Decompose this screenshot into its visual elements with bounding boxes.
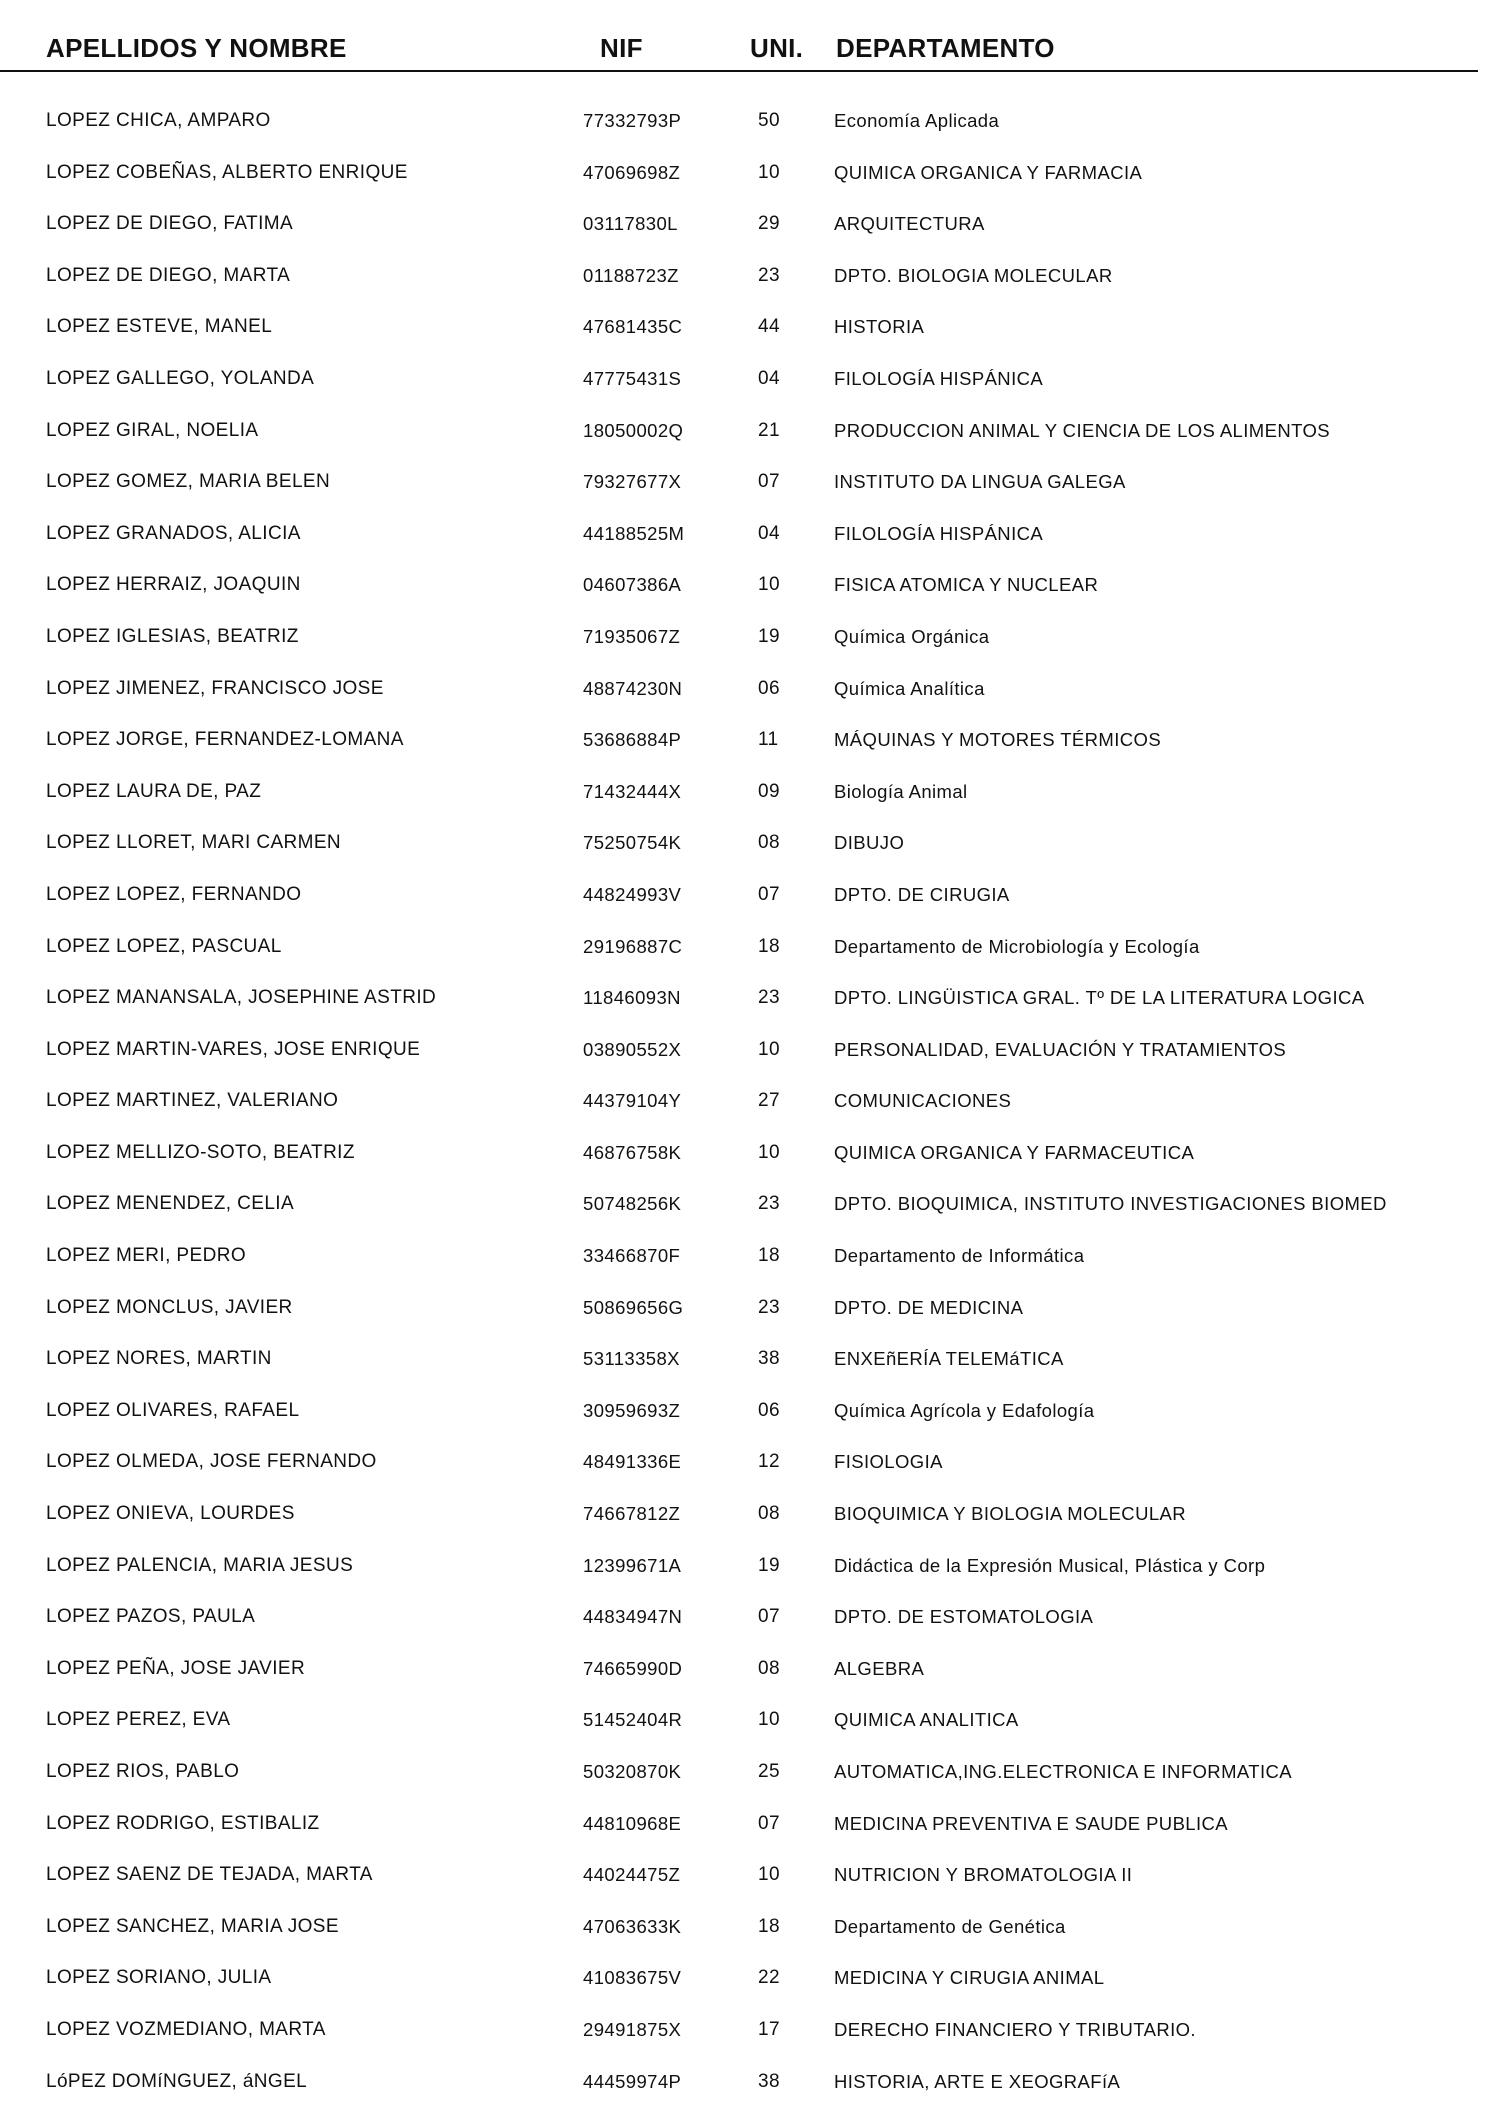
cell-nif: 47775431S: [583, 367, 682, 389]
cell-name: LOPEZ MELLIZO-SOTO, BEATRIZ: [46, 1141, 355, 1163]
table-row: [0, 1392, 1500, 1444]
table-row: [0, 1598, 1500, 1650]
cell-department: Química Orgánica: [834, 625, 990, 647]
cell-uni: 08: [758, 1657, 780, 1679]
cell-nif: 44024475Z: [583, 1864, 681, 1886]
table-row: [0, 1701, 1500, 1753]
cell-name: LOPEZ LOPEZ, PASCUAL: [46, 935, 282, 957]
cell-uni: 23: [758, 1296, 780, 1318]
cell-department: DPTO. BIOLOGIA MOLECULAR: [834, 264, 1113, 286]
cell-department: ARQUITECTURA: [834, 213, 985, 235]
cell-uni: 19: [758, 625, 780, 647]
cell-nif: 50320870K: [583, 1761, 682, 1782]
cell-uni: 17: [758, 2018, 780, 2040]
cell-nif: 50748256K: [583, 1193, 682, 1215]
cell-name: LOPEZ PALENCIA, MARIA JESUS: [46, 1554, 354, 1576]
table-row: [0, 1082, 1500, 1134]
cell-name: LOPEZ GOMEZ, MARIA BELEN: [46, 471, 331, 493]
cell-department: ENXEñERÍA TELEMáTICA: [834, 1348, 1064, 1370]
table-row: [0, 2011, 1500, 2063]
cell-department: DPTO. LINGÜISTICA GRAL. Tº DE LA LITERATURA LOGICA: [834, 987, 1365, 1009]
cell-department: DERECHO FINANCIERO Y TRIBUTARIO.: [834, 2018, 1196, 2040]
cell-department: PERSONALIDAD, EVALUACIÓN Y TRATAMIENTOS: [834, 1038, 1287, 1060]
cell-department: HISTORIA: [834, 316, 925, 338]
cell-name: LOPEZ GIRAL, NOELIA: [46, 419, 259, 441]
cell-nif: 71935067Z: [583, 625, 681, 647]
cell-uni: 07: [758, 471, 780, 493]
cell-department: Didáctica de la Expresión Musical, Plástica y Corp: [834, 1554, 1266, 1576]
cell-uni: 21: [758, 419, 780, 441]
cell-uni: 06: [758, 1399, 780, 1421]
table-row: [0, 463, 1500, 515]
cell-department: Departamento de Genética: [834, 1915, 1066, 1937]
table-row: [0, 2063, 1500, 2115]
cell-uni: 38: [758, 2070, 780, 2092]
table-row: [0, 670, 1500, 722]
cell-nif: 01188723Z: [583, 264, 679, 286]
cell-nif: 71432444X: [583, 780, 682, 802]
cell-uni: 07: [758, 883, 780, 905]
cell-nif: 04607386A: [583, 574, 682, 596]
table-row: [0, 257, 1500, 309]
cell-name: LOPEZ LOPEZ, FERNANDO: [46, 883, 302, 905]
table-row: [0, 566, 1500, 618]
cell-department: QUIMICA ANALITICA: [834, 1709, 1019, 1731]
cell-uni: 12: [758, 1451, 780, 1473]
cell-nif: 46876758K: [583, 1141, 682, 1163]
cell-nif: 50869656G: [583, 1296, 684, 1318]
cell-uni: 23: [758, 1193, 780, 1215]
cell-nif: 48874230N: [583, 677, 683, 699]
cell-department: FILOLOGÍA HISPÁNICA: [834, 522, 1044, 544]
table-row: [0, 928, 1500, 980]
table-row: [0, 102, 1500, 154]
cell-nif: 44379104Y: [583, 1090, 682, 1112]
cell-department: Biología Animal: [834, 780, 968, 802]
cell-department: INSTITUTO DA LINGUA GALEGA: [834, 471, 1126, 493]
cell-name: LOPEZ DE DIEGO, FATIMA: [46, 213, 294, 235]
cell-department: Economía Aplicada: [834, 110, 1000, 131]
cell-name: LOPEZ SANCHEZ, MARIA JOSE: [46, 1915, 339, 1937]
cell-name: LOPEZ OLIVARES, RAFAEL: [46, 1399, 300, 1421]
cell-name: LOPEZ COBEÑAS, ALBERTO ENRIQUE: [46, 161, 408, 183]
cell-department: PRODUCCION ANIMAL Y CIENCIA DE LOS ALIMENTOS: [834, 419, 1330, 441]
cell-name: LOPEZ JIMENEZ, FRANCISCO JOSE: [46, 677, 384, 699]
cell-name: LóPEZ DOMíNGUEZ, áNGEL: [46, 2070, 308, 2092]
table-row: [0, 1495, 1500, 1547]
cell-nif: 75250754K: [583, 832, 682, 854]
header-nif: NIF: [600, 33, 643, 63]
cell-name: LOPEZ MENENDEZ, CELIA: [46, 1193, 295, 1215]
cell-department: Departamento de Microbiología y Ecología: [834, 935, 1200, 957]
cell-name: LOPEZ MONCLUS, JAVIER: [46, 1296, 293, 1318]
cell-nif: 33466870F: [583, 1245, 681, 1267]
cell-uni: 10: [758, 1864, 780, 1886]
header-name: APELLIDOS Y NOMBRE: [46, 33, 347, 63]
table-row: [0, 1547, 1500, 1599]
table-row: [0, 979, 1500, 1031]
cell-uni: 27: [758, 1090, 780, 1112]
cell-name: LOPEZ PEREZ, EVA: [46, 1709, 231, 1731]
table-body: [0, 102, 1500, 2114]
cell-uni: 18: [758, 1245, 780, 1267]
cell-uni: 22: [758, 1967, 780, 1989]
cell-nif: 41083675V: [583, 1967, 682, 1989]
table-row: [0, 515, 1500, 567]
cell-nif: 48491336E: [583, 1451, 682, 1473]
cell-department: DPTO. DE MEDICINA: [834, 1296, 1024, 1318]
cell-uni: 04: [758, 522, 780, 544]
table-row: [0, 618, 1500, 670]
cell-department: DPTO. DE ESTOMATOLOGIA: [834, 1606, 1094, 1628]
cell-nif: 44834947N: [583, 1606, 683, 1628]
table-row: [0, 824, 1500, 876]
table-row: [0, 1289, 1500, 1341]
cell-uni: 06: [758, 677, 780, 699]
table-row: [0, 721, 1500, 773]
cell-nif: 44810968E: [583, 1812, 682, 1834]
cell-department: NUTRICION Y BROMATOLOGIA II: [834, 1864, 1133, 1886]
table-row: [0, 1753, 1500, 1805]
cell-department: FISIOLOGIA: [834, 1451, 943, 1473]
cell-name: LOPEZ CHICA, AMPARO: [46, 110, 271, 131]
cell-name: LOPEZ OLMEDA, JOSE FERNANDO: [46, 1451, 377, 1473]
cell-uni: 07: [758, 1606, 780, 1628]
cell-uni: 10: [758, 1709, 780, 1731]
cell-department: ALGEBRA: [834, 1657, 925, 1679]
table-row: [0, 412, 1500, 464]
cell-name: LOPEZ DE DIEGO, MARTA: [46, 264, 291, 286]
cell-name: LOPEZ PAZOS, PAULA: [46, 1606, 256, 1628]
cell-name: LOPEZ ONIEVA, LOURDES: [46, 1503, 295, 1525]
cell-nif: 44459974P: [583, 2070, 682, 2092]
table-row: [0, 1959, 1500, 2011]
cell-nif: 47069698Z: [583, 161, 681, 183]
cell-name: LOPEZ LLORET, MARI CARMEN: [46, 832, 342, 854]
cell-name: LOPEZ HERRAIZ, JOAQUIN: [46, 574, 301, 596]
cell-uni: 10: [758, 161, 780, 183]
cell-nif: 47681435C: [583, 316, 683, 338]
cell-nif: 53113358X: [583, 1348, 680, 1370]
cell-nif: 47063633K: [583, 1915, 682, 1937]
cell-nif: 29196887C: [583, 935, 683, 957]
cell-name: LOPEZ MANANSALA, JOSEPHINE ASTRID: [46, 987, 437, 1009]
table-row: [0, 1134, 1500, 1186]
header-divider: [0, 70, 1478, 72]
table-row: [0, 1031, 1500, 1083]
cell-name: LOPEZ NORES, MARTIN: [46, 1348, 272, 1370]
table-row: [0, 1908, 1500, 1960]
cell-name: LOPEZ MERI, PEDRO: [46, 1245, 247, 1267]
table-row: [0, 1237, 1500, 1289]
cell-uni: 04: [758, 367, 780, 389]
cell-uni: 29: [758, 213, 780, 235]
table-row: [0, 1340, 1500, 1392]
table-header: [0, 0, 1500, 74]
cell-nif: 18050002Q: [583, 419, 684, 441]
cell-uni: 23: [758, 987, 780, 1009]
cell-nif: 11846093N: [583, 987, 681, 1009]
cell-department: DPTO. DE CIRUGIA: [834, 883, 1010, 905]
cell-name: LOPEZ GALLEGO, YOLANDA: [46, 367, 315, 389]
cell-name: LOPEZ IGLESIAS, BEATRIZ: [46, 625, 299, 647]
cell-uni: 10: [758, 1141, 780, 1163]
cell-department: FISICA ATOMICA Y NUCLEAR: [834, 574, 1099, 596]
cell-nif: 79327677X: [583, 471, 682, 493]
cell-department: MEDICINA PREVENTIVA E SAUDE PUBLICA: [834, 1812, 1229, 1834]
cell-department: MEDICINA Y CIRUGIA ANIMAL: [834, 1967, 1105, 1989]
cell-uni: 50: [758, 110, 780, 131]
cell-department: QUIMICA ORGANICA Y FARMACEUTICA: [834, 1141, 1195, 1163]
cell-name: LOPEZ RODRIGO, ESTIBALIZ: [46, 1812, 320, 1834]
cell-nif: 77332793P: [583, 110, 682, 131]
header-uni: UNI.: [750, 33, 804, 63]
header-department: DEPARTAMENTO: [836, 33, 1055, 63]
cell-nif: 44188525M: [583, 522, 685, 544]
cell-uni: 38: [758, 1348, 780, 1370]
cell-department: DIBUJO: [834, 832, 905, 854]
cell-name: LOPEZ VOZMEDIANO, MARTA: [46, 2018, 326, 2040]
cell-department: Departamento de Informática: [834, 1245, 1085, 1267]
table-row: [0, 360, 1500, 412]
cell-nif: 74665990D: [583, 1657, 683, 1679]
cell-nif: 74667812Z: [583, 1503, 681, 1525]
cell-nif: 29491875X: [583, 2018, 682, 2040]
table-row: [0, 1650, 1500, 1702]
table-row: [0, 205, 1500, 257]
cell-department: COMUNICACIONES: [834, 1090, 1012, 1112]
cell-uni: 08: [758, 832, 780, 854]
cell-department: Química Agrícola y Edafología: [834, 1399, 1095, 1421]
cell-name: LOPEZ MARTINEZ, VALERIANO: [46, 1090, 339, 1112]
cell-department: BIOQUIMICA Y BIOLOGIA MOLECULAR: [834, 1503, 1187, 1525]
cell-uni: 23: [758, 264, 780, 286]
table-row: [0, 1185, 1500, 1237]
table-row: [0, 876, 1500, 928]
cell-uni: 18: [758, 1915, 780, 1937]
cell-department: Química Analítica: [834, 677, 985, 699]
table-row: [0, 308, 1500, 360]
cell-department: MÁQUINAS Y MOTORES TÉRMICOS: [834, 729, 1162, 751]
cell-nif: 03890552X: [583, 1038, 682, 1060]
cell-nif: 53686884P: [583, 729, 682, 751]
table-row: [0, 1805, 1500, 1857]
cell-nif: 30959693Z: [583, 1399, 681, 1421]
table-row: [0, 1856, 1500, 1908]
cell-uni: 25: [758, 1761, 780, 1782]
cell-department: AUTOMATICA,ING.ELECTRONICA E INFORMATICA: [834, 1761, 1292, 1782]
cell-uni: 07: [758, 1812, 780, 1834]
cell-uni: 09: [758, 780, 780, 802]
table-row: [0, 154, 1500, 206]
cell-name: LOPEZ LAURA DE, PAZ: [46, 780, 262, 802]
table-row: [0, 773, 1500, 825]
cell-uni: 44: [758, 316, 780, 338]
cell-name: LOPEZ GRANADOS, ALICIA: [46, 522, 301, 544]
cell-uni: 18: [758, 935, 780, 957]
cell-department: HISTORIA, ARTE E XEOGRAFíA: [834, 2070, 1121, 2092]
cell-uni: 11: [758, 729, 779, 751]
cell-nif: 12399671A: [583, 1554, 682, 1576]
cell-uni: 19: [758, 1554, 780, 1576]
cell-name: LOPEZ PEÑA, JOSE JAVIER: [46, 1657, 306, 1679]
cell-name: LOPEZ SAENZ DE TEJADA, MARTA: [46, 1864, 373, 1886]
cell-nif: 51452404R: [583, 1709, 683, 1731]
cell-nif: 03117830L: [583, 213, 678, 235]
cell-name: LOPEZ SORIANO, JULIA: [46, 1967, 272, 1989]
cell-name: LOPEZ ESTEVE, MANEL: [46, 316, 273, 338]
cell-department: DPTO. BIOQUIMICA, INSTITUTO INVESTIGACIONES BIOMED: [834, 1193, 1387, 1215]
cell-uni: 10: [758, 574, 780, 596]
cell-uni: 10: [758, 1038, 780, 1060]
table-row: [0, 1443, 1500, 1495]
cell-department: FILOLOGÍA HISPÁNICA: [834, 367, 1044, 389]
cell-uni: 08: [758, 1503, 780, 1525]
cell-nif: 44824993V: [583, 883, 682, 905]
cell-name: LOPEZ RIOS, PABLO: [46, 1761, 240, 1782]
cell-department: QUIMICA ORGANICA Y FARMACIA: [834, 161, 1143, 183]
cell-name: LOPEZ JORGE, FERNANDEZ-LOMANA: [46, 729, 404, 751]
cell-name: LOPEZ MARTIN-VARES, JOSE ENRIQUE: [46, 1038, 421, 1060]
